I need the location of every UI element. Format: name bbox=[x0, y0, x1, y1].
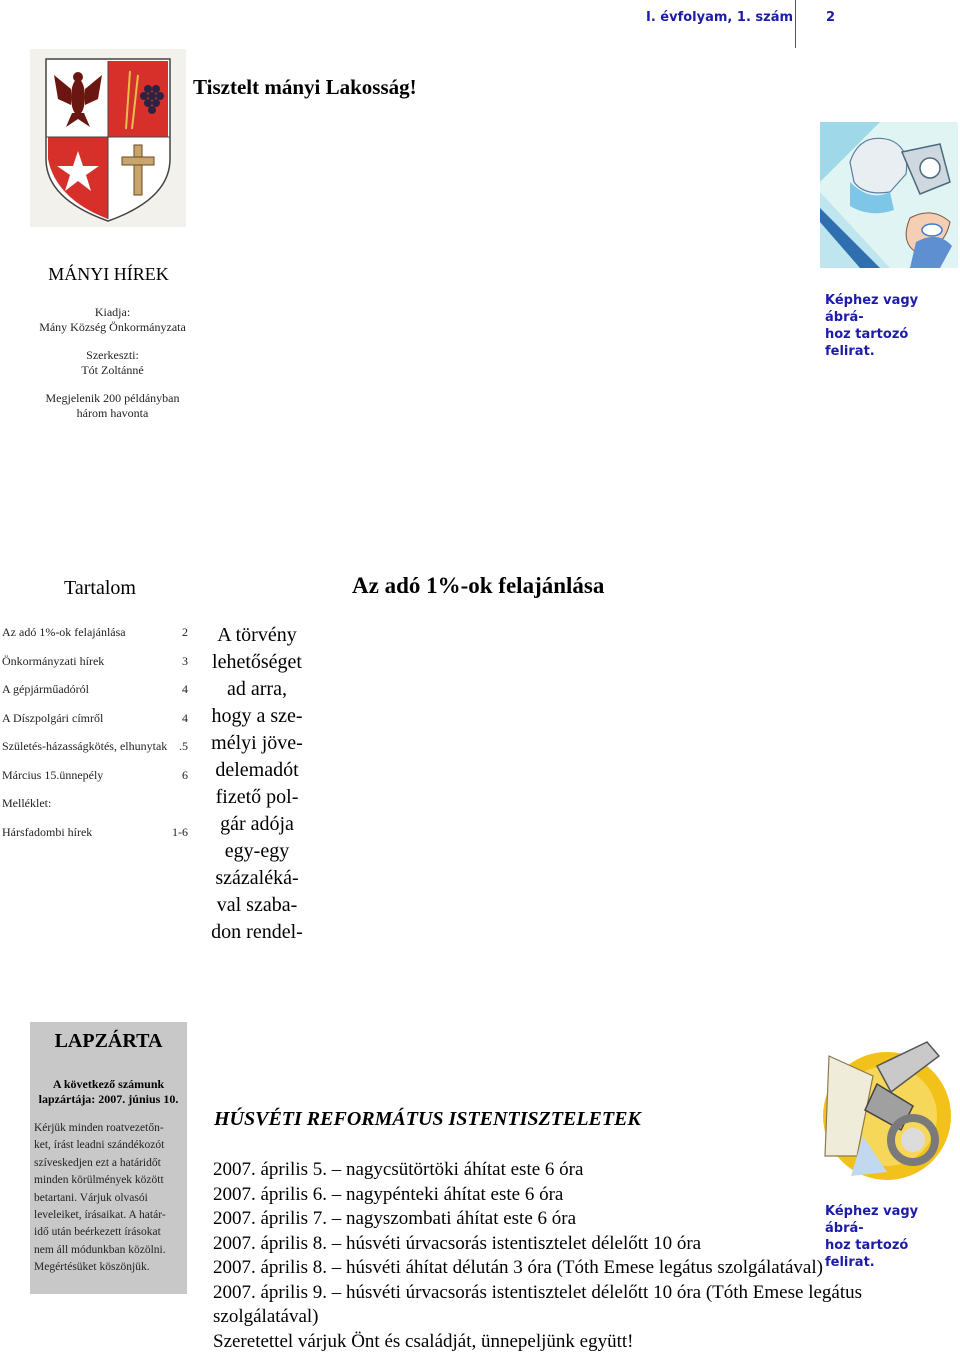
easter-service-line: 2007. április 8. – húsvéti úrvacsorás istentisztelet délelőtt 10 óra bbox=[213, 1232, 702, 1254]
lapzarta-line: nem áll módunkban közölni. bbox=[34, 1243, 166, 1256]
greeting-heading: Tisztelt mányi Lakosság! bbox=[193, 75, 417, 99]
toc-item-label: Az adó 1%-ok felajánlása bbox=[2, 625, 126, 639]
toc-item-page: 1-6 bbox=[172, 825, 188, 839]
easter-schedule bbox=[213, 1158, 862, 1354]
toc-item-page: 4 bbox=[182, 711, 188, 725]
image-caption-line: hoz tartozó felirat. bbox=[825, 327, 909, 359]
editor-name: Tót Zoltánné bbox=[81, 363, 144, 377]
toc-item-label: Hársfadombi hírek bbox=[2, 825, 93, 839]
article-line: ad arra, bbox=[227, 678, 287, 700]
article-line: hogy a sze- bbox=[211, 705, 303, 727]
lapzarta-line: idő után beérkezett írásokat bbox=[34, 1226, 161, 1239]
toc-item[interactable] bbox=[2, 711, 188, 726]
issue-label: I. évfolyam, 1. szám bbox=[646, 10, 794, 25]
toc-item-label: A gépjárműadóról bbox=[2, 682, 89, 696]
masthead-editor bbox=[0, 348, 225, 378]
easter-service-line: 2007. április 5. – nagycsütörtöki áhítat este 6 óra bbox=[213, 1159, 584, 1180]
lapzarta-line: minden körülmények között bbox=[34, 1174, 164, 1187]
header-divider bbox=[795, 0, 796, 48]
lapzarta-line: betartani. Várjuk olvasói bbox=[34, 1191, 148, 1204]
image-caption-line: hoz tartozó felirat. bbox=[825, 1238, 909, 1270]
publisher-label: Kiadja: bbox=[94, 305, 131, 319]
toc-item[interactable] bbox=[2, 739, 188, 754]
image-caption-top bbox=[825, 292, 960, 360]
deadline-line: A következő számunk bbox=[52, 1077, 165, 1091]
image-caption-line: Képhez vagy ábrá- bbox=[825, 1204, 919, 1236]
toc-item-page: 4 bbox=[182, 682, 188, 696]
toc-item[interactable] bbox=[2, 625, 188, 640]
toc-item-page: .5 bbox=[179, 739, 188, 753]
image-caption-line: Képhez vagy ábrá- bbox=[825, 293, 919, 325]
article-line: mélyi jöve- bbox=[211, 732, 303, 754]
toc-item-label: A Díszpolgári címről bbox=[2, 711, 104, 725]
lapzarta-line: leveleiket, írásaikat. A határ- bbox=[34, 1209, 166, 1222]
article-line: A törvény bbox=[217, 624, 297, 646]
toc-item bbox=[2, 796, 188, 811]
masthead-title: MÁNYI HÍREK bbox=[48, 264, 169, 284]
easter-service-line: 2007. április 6. – nagypénteki áhítat este 6 óra bbox=[213, 1183, 564, 1205]
easter-title: HÚSVÉTI REFORMÁTUS ISTENTISZTELETEK bbox=[214, 1108, 641, 1130]
article-line: don rendel- bbox=[211, 921, 303, 943]
article-line: egy-egy bbox=[224, 840, 290, 862]
article-line: delemadót bbox=[215, 759, 299, 781]
article-title: Az adó 1%-ok felajánlása bbox=[352, 573, 605, 598]
easter-closing-line: Szeretettel várjuk Önt és családját, ünnepeljünk együtt! bbox=[213, 1330, 634, 1352]
lapzarta-line: Kérjük minden roatvezetőn- bbox=[34, 1122, 164, 1134]
lapzarta-deadline bbox=[30, 1077, 187, 1107]
article-line: százaléká- bbox=[215, 867, 299, 889]
easter-service-line: 2007. április 7. – nagyszombati áhítat este 6 óra bbox=[213, 1208, 577, 1229]
frequency-text: három havonta bbox=[76, 406, 149, 420]
lapzarta-line: szíveskedjen ezt a határidőt bbox=[34, 1156, 161, 1169]
editor-label: Szerkeszti: bbox=[86, 348, 139, 362]
lapzarta-title: LAPZÁRTA bbox=[54, 1030, 163, 1052]
toc-item[interactable] bbox=[2, 825, 188, 840]
article-line: gár adója bbox=[220, 813, 294, 835]
lapzarta-body bbox=[34, 1120, 184, 1277]
deadline-line: lapzártája: 2007. június 10. bbox=[38, 1092, 179, 1106]
circulation-text: Megjelenik 200 példányban bbox=[45, 391, 180, 405]
article-line: val szaba- bbox=[216, 894, 298, 916]
article-line: lehetőséget bbox=[212, 651, 302, 673]
toc-item[interactable] bbox=[2, 682, 188, 697]
coat-of-arms-logo bbox=[30, 49, 186, 227]
lapzarta-box bbox=[30, 1022, 187, 1294]
toc-item[interactable] bbox=[2, 768, 188, 783]
toc-item-label: Önkormányzati hírek bbox=[2, 654, 105, 668]
toc-item-label: Születés-házasságkötés, elhunytak bbox=[2, 739, 168, 753]
easter-service-line: 2007. április 9. – húsvéti úrvacsorás istentisztelet délelőtt 10 óra (Tóth Emese legátus bbox=[213, 1281, 863, 1303]
toc-item-label: Melléklet: bbox=[2, 796, 52, 810]
article-line: fizető pol- bbox=[215, 786, 299, 808]
toc-item-label: Március 15.ünnepély bbox=[2, 768, 104, 782]
masthead-publisher bbox=[0, 305, 225, 335]
toc-item-page: 3 bbox=[182, 654, 188, 668]
article-body bbox=[196, 622, 318, 946]
page-number: 2 bbox=[826, 10, 836, 25]
easter-service-line: szolgálatával) bbox=[213, 1306, 319, 1327]
publisher-name: Mány Község Önkormányzata bbox=[39, 320, 186, 334]
toc-item-page: 2 bbox=[182, 625, 188, 639]
toc-item-page: 6 bbox=[182, 768, 188, 782]
toc-title: Tartalom bbox=[64, 577, 136, 599]
toc-item[interactable] bbox=[2, 654, 188, 669]
easter-service-line: 2007. április 8. – húsvéti áhítat délután 3 óra (Tóth Emese legátus szolgálatával) bbox=[213, 1257, 823, 1278]
doctor-clipart-image bbox=[820, 122, 958, 268]
lapzarta-line: Megértésüket köszönjük. bbox=[34, 1261, 150, 1274]
masthead-circulation bbox=[0, 391, 225, 421]
lapzarta-line: ket, írást leadni szándékozót bbox=[34, 1139, 165, 1152]
